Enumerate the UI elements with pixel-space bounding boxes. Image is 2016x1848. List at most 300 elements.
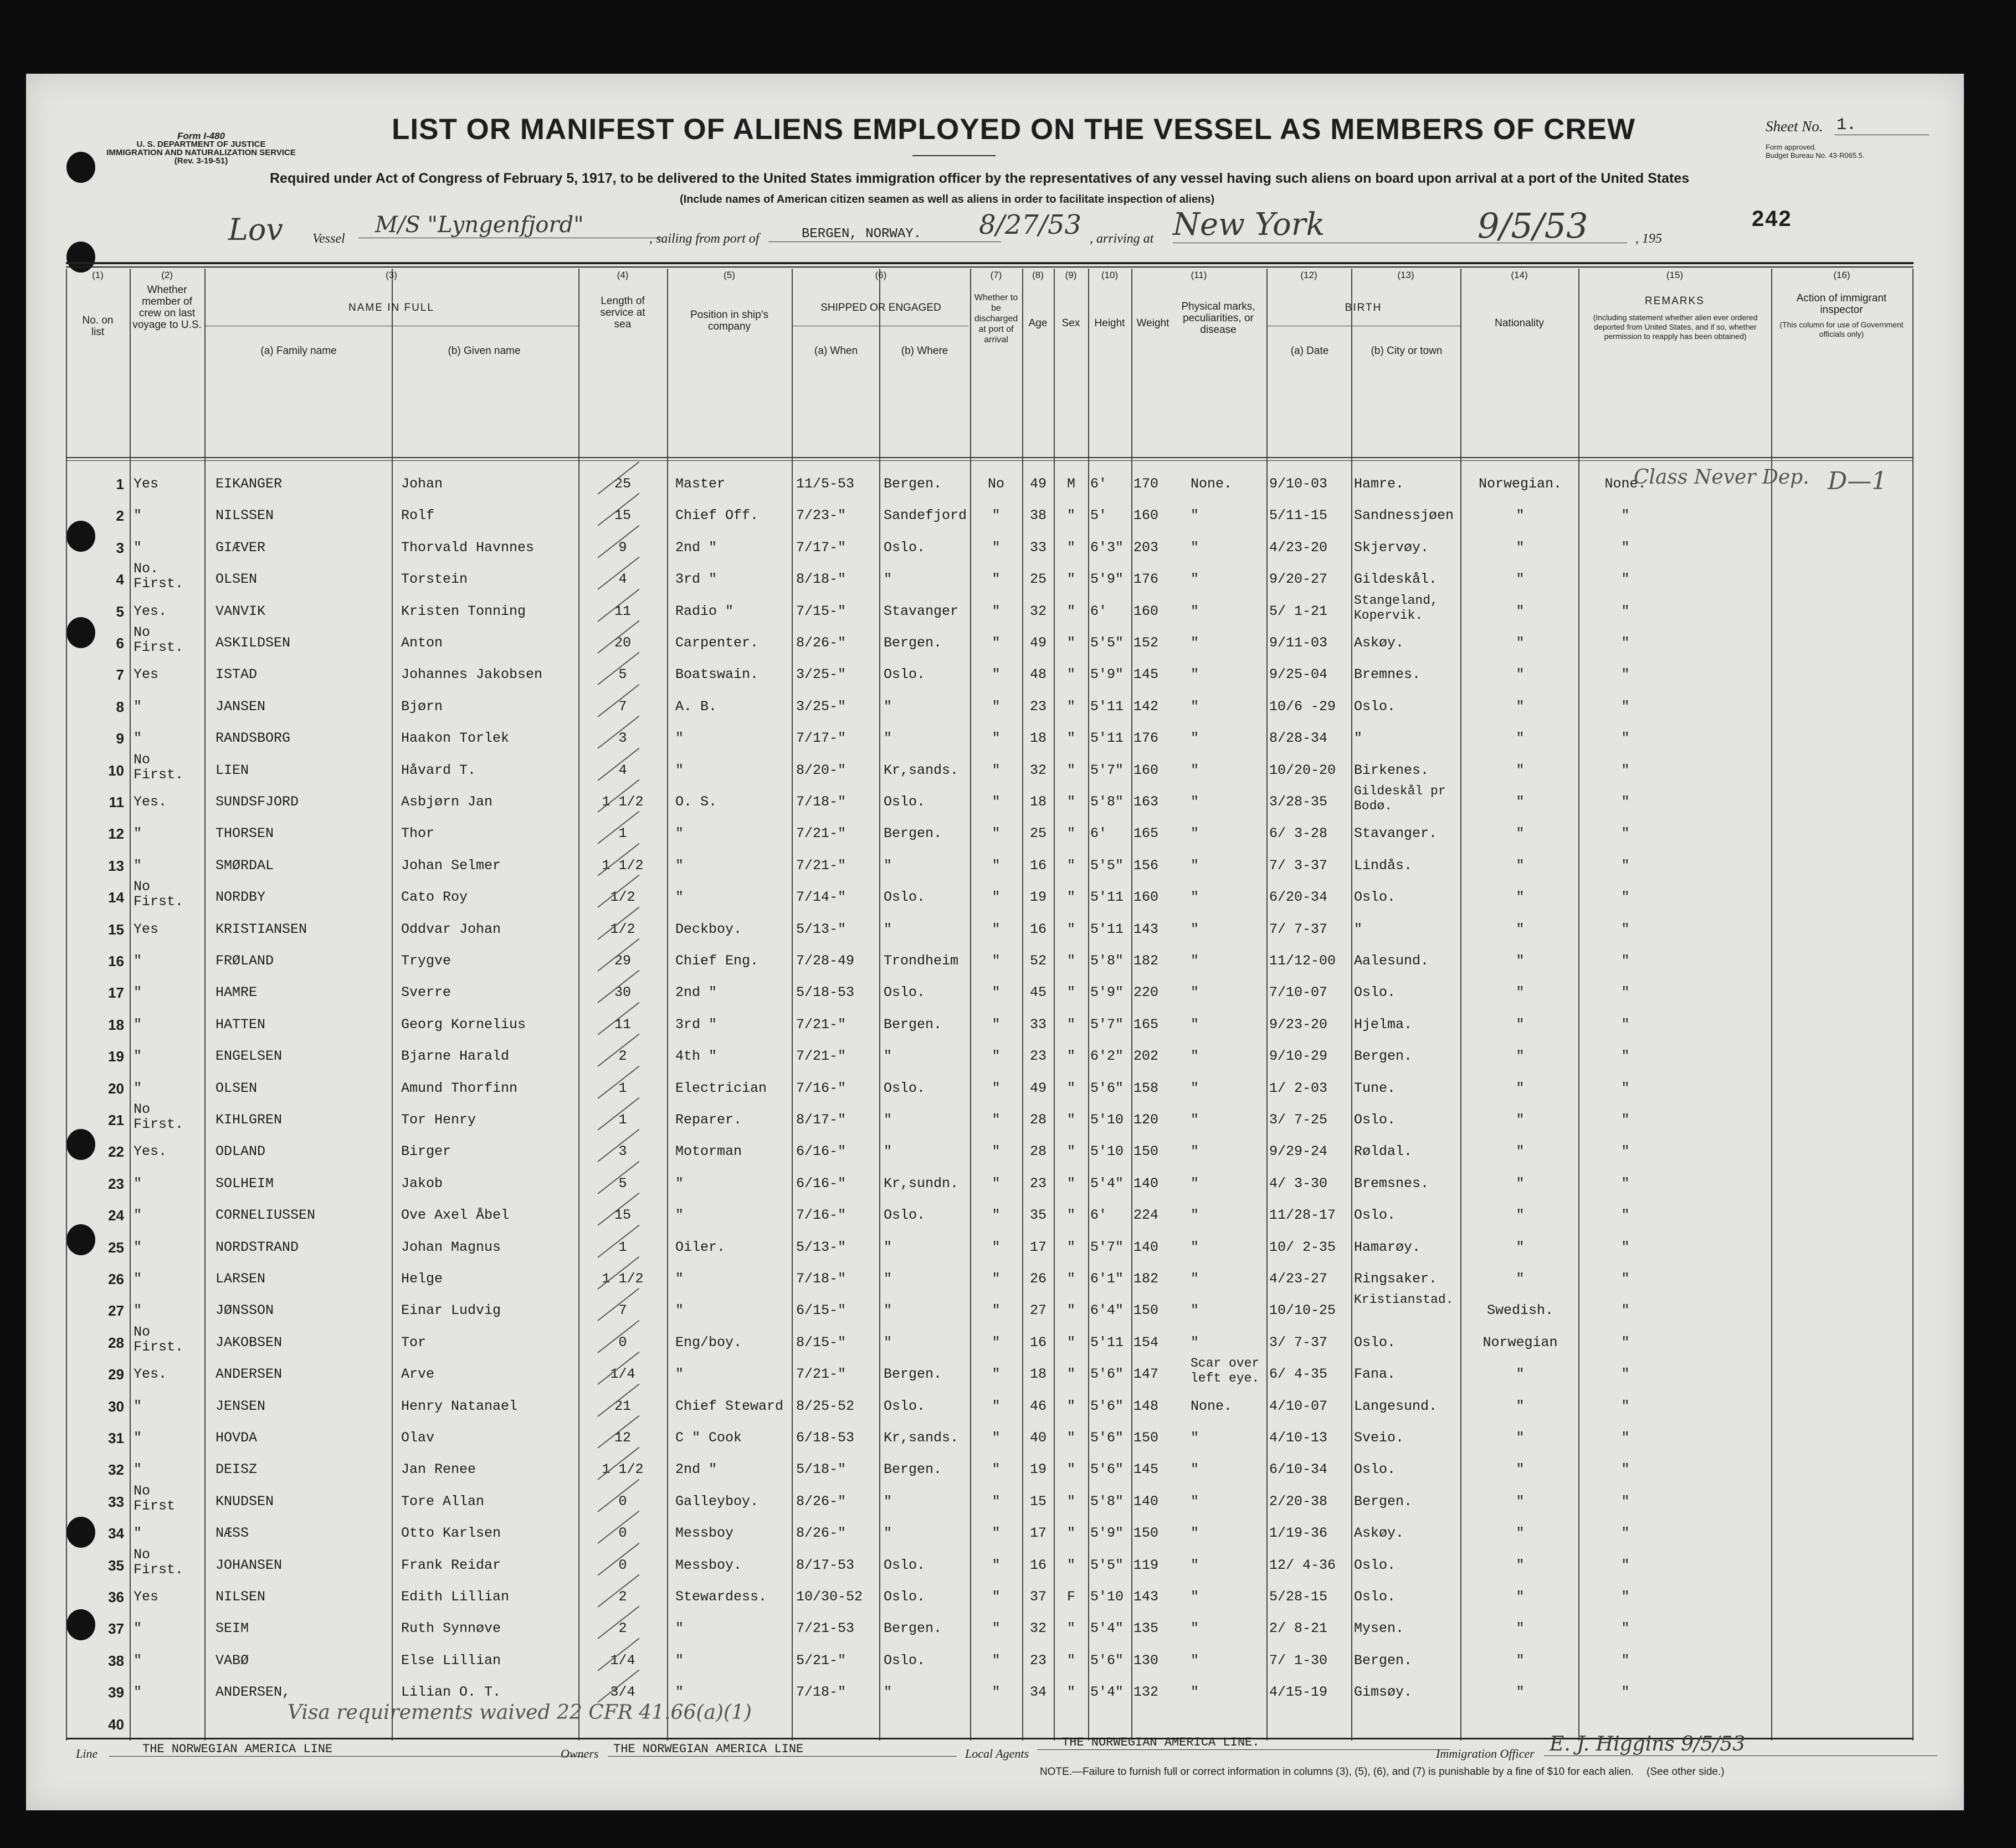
cell-position: Deckboy.: [675, 921, 742, 937]
cell-position: Chief Off.: [675, 507, 759, 524]
cell-member: ": [134, 857, 142, 874]
cell-family: SOLHEIM: [216, 1175, 274, 1192]
cell-family: ASKILDSEN: [216, 635, 291, 651]
cell-age: 49: [1029, 476, 1047, 492]
cell-given: Oddvar Johan: [401, 921, 501, 937]
sheet-number: 1.: [1837, 116, 1857, 135]
cell-given: Ove Axel Åbel: [401, 1207, 510, 1224]
cell-city: Hamre.: [1354, 476, 1404, 492]
table-row: [66, 531, 1914, 563]
header-no-on-list: No. on list: [82, 315, 114, 338]
table-row: [66, 1135, 1914, 1167]
cell-age: 26: [1029, 1271, 1047, 1287]
cell-member: ": [134, 1461, 142, 1478]
cell-weight: 140: [1133, 1175, 1159, 1192]
cell-age: 40: [1029, 1430, 1047, 1446]
header-age: Age: [1028, 317, 1048, 329]
cell-city: Oslo.: [1354, 698, 1396, 715]
cell-where: Kr,sands.: [884, 762, 959, 778]
cell-when: 7/21-": [796, 1048, 847, 1065]
cell-height: 5'10: [1090, 1589, 1124, 1605]
cell-position: Stewardess.: [675, 1589, 767, 1605]
row-number: 38: [108, 1652, 124, 1669]
cell-nat: ": [1516, 1493, 1525, 1510]
cell-position: Oiler.: [675, 1239, 726, 1255]
cell-family: NILSEN: [216, 1589, 266, 1605]
row-number: 21: [108, 1112, 124, 1128]
cell-family: HATTEN: [216, 1016, 266, 1033]
cell-remarks: ": [1621, 1589, 1630, 1605]
cell-given: Jakob: [401, 1175, 443, 1192]
cell-bdate: 3/ 7-25: [1269, 1112, 1328, 1128]
cell-disch: ": [992, 603, 1001, 619]
cell-disch: ": [992, 1239, 1001, 1255]
cell-nat: ": [1516, 857, 1525, 874]
cell-where: ": [884, 921, 892, 937]
cell-member: ": [134, 1620, 142, 1637]
cell-position: ": [675, 730, 684, 747]
cell-age: 25: [1029, 825, 1047, 842]
cell-height: 5'8": [1090, 1493, 1124, 1510]
manifest-sheet: [26, 74, 1964, 1810]
cell-remarks: ": [1621, 1239, 1630, 1255]
cell-when: 5/18-": [796, 1461, 847, 1478]
cell-length: 9: [618, 539, 627, 556]
row-number: 17: [108, 984, 124, 1002]
header-weight: Weight: [1136, 317, 1169, 329]
cell-weight: 156: [1133, 857, 1159, 874]
cell-member: ": [134, 1207, 142, 1224]
cell-height: 5'4": [1090, 1684, 1124, 1701]
cell-family: LIEN: [216, 762, 249, 778]
cell-nat: ": [1516, 730, 1525, 747]
cell-physical: ": [1191, 603, 1199, 619]
cell-given: Kristen Tonning: [401, 603, 526, 619]
cell-age: 16: [1029, 1334, 1047, 1351]
row-number: 7: [116, 666, 124, 684]
cell-length: 15: [614, 507, 631, 524]
cell-length: 30: [614, 984, 631, 1001]
cell-length: 12: [614, 1430, 631, 1446]
cell-disch: ": [992, 762, 1001, 778]
cell-height: 5'9": [1090, 571, 1124, 588]
cell-height: 5'7": [1090, 1239, 1124, 1255]
cell-family: HAMRE: [216, 984, 258, 1001]
header-birth-date: (a) Date: [1290, 345, 1329, 357]
cell-position: ": [675, 1207, 684, 1224]
cell-where: ": [884, 1271, 892, 1287]
cell-member: Yes: [134, 666, 159, 683]
cell-remarks: ": [1621, 1016, 1630, 1033]
cell-disch: ": [992, 1048, 1001, 1065]
approval-line: Budget Bureau No. 43-R065.5.: [1766, 151, 1865, 160]
cell-bdate: 12/ 4-36: [1269, 1557, 1336, 1573]
cell-disch: ": [992, 1525, 1001, 1542]
cell-age: 25: [1029, 571, 1047, 588]
cell-where: Bergen.: [884, 635, 942, 651]
cell-bdate: 3/ 7-37: [1269, 1334, 1328, 1351]
cell-age: 19: [1029, 1461, 1047, 1478]
cell-when: 6/15-": [796, 1302, 847, 1319]
cell-nat: ": [1516, 1112, 1525, 1128]
cell-sex: ": [1066, 1112, 1075, 1128]
cell-disch: ": [992, 857, 1001, 874]
page-title: LIST OR MANIFEST OF ALIENS EMPLOYED ON THE VESSEL AS MEMBERS OF CREW: [392, 113, 1636, 146]
cell-city: Birkenes.: [1354, 762, 1429, 778]
cell-weight: 224: [1133, 1207, 1159, 1224]
header-name-in-full: NAME IN FULL: [348, 302, 434, 314]
cell-where: ": [884, 1684, 892, 1701]
cell-length: 0: [618, 1493, 627, 1510]
cell-remarks: ": [1621, 1112, 1630, 1128]
cell-sex: ": [1066, 1366, 1075, 1383]
header-member: Whether member of crew on last voyage to U.S.: [132, 284, 202, 331]
table-row: [66, 944, 1914, 976]
cell-member: Yes.: [134, 1366, 167, 1383]
cell-given: Torstein: [401, 571, 468, 588]
cell-member: No First.: [134, 751, 184, 783]
header-birth: BIRTH: [1345, 302, 1382, 314]
cell-disch: ": [992, 1589, 1001, 1605]
cell-family: NORDSTRAND: [216, 1239, 299, 1255]
cell-remarks: ": [1621, 1366, 1630, 1383]
cell-bdate: 10/20-20: [1269, 762, 1336, 778]
cell-position: Chief Eng.: [675, 953, 759, 969]
cell-weight: 119: [1133, 1557, 1159, 1573]
cell-length: 4: [618, 571, 627, 588]
cell-height: 5'6": [1090, 1652, 1124, 1669]
cell-family: KNUDSEN: [216, 1493, 274, 1510]
cell-family: SEIM: [216, 1620, 249, 1637]
cell-family: VABØ: [216, 1652, 249, 1669]
cell-nat: Norwegian: [1482, 1334, 1558, 1351]
footer-note: [1040, 1766, 1725, 1778]
table-row: [66, 1039, 1914, 1071]
cell-when: 7/17-": [796, 539, 847, 556]
cell-sex: ": [1066, 825, 1075, 842]
cell-bdate: 4/ 3-30: [1269, 1175, 1328, 1192]
cell-remarks: ": [1621, 1302, 1630, 1319]
cell-family: LARSEN: [216, 1271, 266, 1287]
cell-city: Oslo.: [1354, 1207, 1396, 1224]
cell-position: Radio ": [675, 603, 734, 619]
officer-label: Immigration Officer: [1436, 1747, 1535, 1760]
cell-disch: ": [992, 1302, 1001, 1319]
see-other-side: (See other side.): [1646, 1766, 1725, 1778]
cell-city: Skjervøy.: [1354, 539, 1429, 556]
cell-bdate: 6/ 4-35: [1269, 1366, 1328, 1383]
cell-remarks: ": [1621, 603, 1630, 619]
table-row: [66, 594, 1914, 627]
cell-remarks: ": [1621, 730, 1630, 747]
header-given-name: (b) Given name: [448, 345, 521, 357]
cell-family: THORSEN: [216, 825, 274, 842]
cell-position: ": [675, 762, 684, 778]
cell-length: 0: [618, 1525, 627, 1542]
cell-nat: ": [1516, 1175, 1525, 1192]
cell-city: Bremnes.: [1354, 666, 1421, 683]
table-row: [66, 1482, 1914, 1517]
cell-weight: 145: [1133, 666, 1159, 683]
table-row: [66, 753, 1914, 786]
cell-city: Sandnessjøen: [1354, 507, 1454, 524]
cell-physical: ": [1191, 1684, 1199, 1701]
cell-when: 8/20-": [796, 762, 847, 778]
cell-length: 1: [618, 825, 627, 842]
table-row: [66, 1167, 1914, 1199]
cell-age: 45: [1029, 984, 1047, 1001]
cell-family: KRISTIANSEN: [216, 921, 307, 937]
cell-age: 49: [1029, 635, 1047, 651]
sailing-date: 8/27/53: [979, 209, 1082, 240]
cell-disch: No: [987, 476, 1004, 492]
cell-member: ": [134, 953, 142, 969]
cell-physical: ": [1191, 1493, 1199, 1510]
cell-family: NORDBY: [216, 889, 266, 906]
cell-member: ": [134, 1016, 142, 1033]
cell-weight: 160: [1133, 762, 1159, 778]
cell-position: ": [675, 1175, 684, 1192]
cell-length: 5: [618, 1175, 627, 1192]
cell-given: Haakon Torlek: [401, 730, 510, 747]
cell-nat: ": [1516, 635, 1525, 651]
cell-given: Einar Ludvig: [401, 1302, 501, 1319]
cell-bdate: 4/23-20: [1269, 539, 1328, 556]
cell-where: Kr,sundn.: [884, 1175, 959, 1192]
cell-height: 6'2": [1090, 1048, 1124, 1065]
row-number: 3: [116, 539, 124, 556]
cell-weight: 160: [1133, 603, 1159, 619]
cell-bdate: 7/10-07: [1269, 984, 1328, 1001]
cell-when: 7/16-": [796, 1207, 847, 1224]
cell-given: Tor Henry: [401, 1112, 476, 1128]
action-handwriting: D—1: [1828, 467, 1887, 495]
cell-age: 18: [1029, 794, 1047, 810]
cell-remarks: ": [1621, 1080, 1630, 1096]
cell-height: 5'5": [1090, 1557, 1124, 1573]
row-number: 16: [108, 953, 124, 969]
cell-member: ": [134, 825, 142, 842]
cell-where: ": [884, 1239, 892, 1255]
cell-weight: 203: [1133, 539, 1159, 556]
cell-physical: ": [1191, 1016, 1199, 1033]
table-top-rule: [66, 262, 1914, 264]
cell-physical: ": [1191, 1557, 1199, 1573]
cell-given: Anton: [401, 635, 443, 651]
department: U. S. DEPARTMENT OF JUSTICE: [136, 140, 266, 149]
cell-member: ": [134, 1684, 142, 1701]
cell-height: 5'6": [1090, 1398, 1124, 1414]
cell-given: Otto Karlsen: [401, 1525, 501, 1542]
cell-given: Birger: [401, 1143, 452, 1160]
cell-length: 29: [614, 953, 631, 969]
cell-nat: ": [1516, 1525, 1525, 1542]
cell-weight: 220: [1133, 984, 1159, 1001]
cell-remarks: None.: [1604, 476, 1646, 492]
cell-given: Arve: [401, 1366, 435, 1383]
cell-sex: ": [1066, 1652, 1075, 1669]
cell-bdate: 3/28-35: [1269, 794, 1328, 810]
cell-sex: ": [1066, 1207, 1075, 1224]
cell-family: JOHANSEN: [216, 1557, 283, 1573]
cell-weight: 154: [1133, 1334, 1159, 1351]
margin-note: Lov: [228, 212, 283, 247]
header-sex: Sex: [1061, 317, 1080, 329]
cell-physical: ": [1191, 1652, 1199, 1669]
cell-nat: ": [1516, 1239, 1525, 1255]
cell-nat: Norwegian.: [1478, 476, 1562, 492]
cell-remarks: ": [1621, 1461, 1630, 1478]
cell-given: Henry Natanael: [401, 1398, 518, 1414]
cell-physical: ": [1191, 1239, 1199, 1255]
row-number: 19: [108, 1048, 124, 1065]
cell-where: Sandefjord: [884, 507, 967, 524]
cell-remarks: ": [1621, 1271, 1630, 1287]
line-label: Line: [76, 1747, 98, 1760]
document-number: 242: [1752, 207, 1792, 231]
header-height: Height: [1094, 317, 1125, 329]
cell-position: ": [675, 889, 684, 906]
cell-family: OLSEN: [216, 571, 258, 588]
cell-bdate: 9/10-03: [1269, 476, 1328, 492]
cell-disch: ": [992, 666, 1001, 683]
cell-when: 7/23-": [796, 507, 847, 524]
cell-physical: ": [1191, 1525, 1199, 1542]
cell-height: 5'6": [1090, 1080, 1124, 1096]
header-bottom-rule: [66, 460, 1914, 461]
cell-given: Bjarne Harald: [401, 1048, 510, 1065]
agents-name: THE NORWEGIAN AMERICA LINE.: [1037, 1736, 1450, 1750]
cell-when: 7/21-53: [796, 1620, 855, 1637]
cell-weight: 135: [1133, 1620, 1159, 1637]
cell-height: 5'11: [1090, 921, 1124, 937]
header-family-name: (a) Family name: [260, 345, 337, 357]
agents-label: Local Agents: [965, 1747, 1029, 1760]
cell-sex: ": [1066, 953, 1075, 969]
header-nationality: Nationality: [1495, 317, 1544, 329]
cell-disch: ": [992, 984, 1001, 1001]
cell-length: 7: [618, 698, 627, 715]
cell-city: Oslo.: [1354, 1112, 1396, 1128]
cell-remarks: ": [1621, 698, 1630, 715]
cell-when: 8/17-53: [796, 1557, 855, 1573]
cell-family: GIÆVER: [216, 539, 266, 556]
cell-bdate: 11/12-00: [1269, 953, 1336, 969]
cell-bdate: 10/10-25: [1269, 1302, 1336, 1319]
cell-nat: ": [1516, 507, 1525, 524]
row-number: 24: [108, 1207, 124, 1224]
cell-where: Oslo.: [884, 1557, 926, 1573]
cell-weight: 202: [1133, 1048, 1159, 1065]
cell-age: 23: [1029, 1175, 1047, 1192]
cell-when: 5/13-": [796, 921, 847, 937]
cell-given: Tore Allan: [401, 1493, 485, 1510]
cell-length: 1: [618, 1112, 627, 1128]
cell-height: 5'9": [1090, 666, 1124, 683]
cell-bdate: 2/ 8-21: [1269, 1620, 1328, 1637]
row-number: 9: [116, 730, 124, 747]
header-physical-marks: Physical marks, peculiarities, or disease: [1181, 301, 1255, 336]
cell-nat: ": [1516, 889, 1525, 906]
cell-position: ": [675, 825, 684, 842]
cell-where: Oslo.: [884, 539, 926, 556]
cell-disch: ": [992, 1620, 1001, 1637]
table-top-rule: [66, 266, 1914, 268]
cell-physical: ": [1191, 1430, 1199, 1446]
cell-when: 8/26-": [796, 1493, 847, 1510]
cell-family: ANDERSEN,: [216, 1684, 291, 1701]
cell-position: Motorman: [675, 1143, 742, 1160]
cell-disch: ": [992, 921, 1001, 937]
cell-position: Reparer.: [675, 1112, 742, 1128]
cell-sex: ": [1066, 1143, 1075, 1160]
cell-disch: ": [992, 698, 1001, 715]
cell-position: Messboy.: [675, 1557, 742, 1573]
cell-height: 5': [1090, 507, 1107, 524]
row-number: 14: [108, 889, 124, 906]
cell-sex: ": [1066, 857, 1075, 874]
cell-nat: ": [1516, 1048, 1525, 1065]
table-row: [66, 817, 1914, 849]
cell-physical: ": [1191, 762, 1199, 778]
cell-remarks: ": [1621, 1398, 1630, 1414]
cell-family: ISTAD: [216, 666, 258, 683]
cell-where: ": [884, 698, 892, 715]
cell-sex: ": [1066, 1334, 1075, 1351]
cell-bdate: 7/ 7-37: [1269, 921, 1328, 937]
cell-given: Olav: [401, 1430, 435, 1446]
cell-remarks: ": [1621, 889, 1630, 906]
cell-age: 23: [1029, 1048, 1047, 1065]
cell-physical: ": [1191, 1143, 1199, 1160]
cell-disch: ": [992, 1080, 1001, 1096]
cell-remarks: ": [1621, 507, 1630, 524]
cell-physical: ": [1191, 571, 1199, 588]
cell-physical: ": [1191, 1112, 1199, 1128]
cell-where: Bergen.: [884, 1016, 942, 1033]
header-remarks-note: (Including statement whether alien ever ordered deported from United States, and if so, whether permission to reapply has been obtained): [1593, 313, 1758, 341]
row-number: 13: [108, 857, 124, 874]
cell-length: 5: [618, 666, 627, 683]
cell-bdate: 4/10-07: [1269, 1398, 1328, 1414]
cell-remarks: ": [1621, 1557, 1630, 1573]
cell-sex: ": [1066, 1525, 1075, 1542]
cell-member: No. First.: [134, 561, 184, 592]
cell-city: Oslo.: [1354, 1461, 1396, 1478]
cell-sex: ": [1066, 1430, 1075, 1446]
cell-position: C " Cook: [675, 1430, 742, 1446]
cell-weight: 150: [1133, 1430, 1159, 1446]
column-number: (14): [1511, 270, 1528, 280]
cell-where: Stavanger: [884, 603, 959, 619]
cell-bdate: 2/20-38: [1269, 1493, 1328, 1510]
cell-city: Fana.: [1354, 1366, 1396, 1383]
row-number: 2: [116, 507, 124, 525]
cell-where: Oslo.: [884, 984, 926, 1001]
column-number: (4): [617, 270, 629, 280]
cell-age: 16: [1029, 857, 1047, 874]
cell-disch: ": [992, 1334, 1001, 1351]
cell-height: 6': [1090, 1207, 1107, 1224]
cell-family: SUNDSFJORD: [216, 794, 299, 810]
cell-position: ": [675, 1652, 684, 1669]
column-number: (1): [92, 270, 104, 280]
cell-member: No First.: [134, 624, 184, 655]
cell-length: 4: [618, 762, 627, 778]
cell-physical: ": [1191, 1620, 1199, 1637]
cell-city: Gildeskål.: [1354, 571, 1438, 588]
cell-disch: ": [992, 1557, 1001, 1573]
